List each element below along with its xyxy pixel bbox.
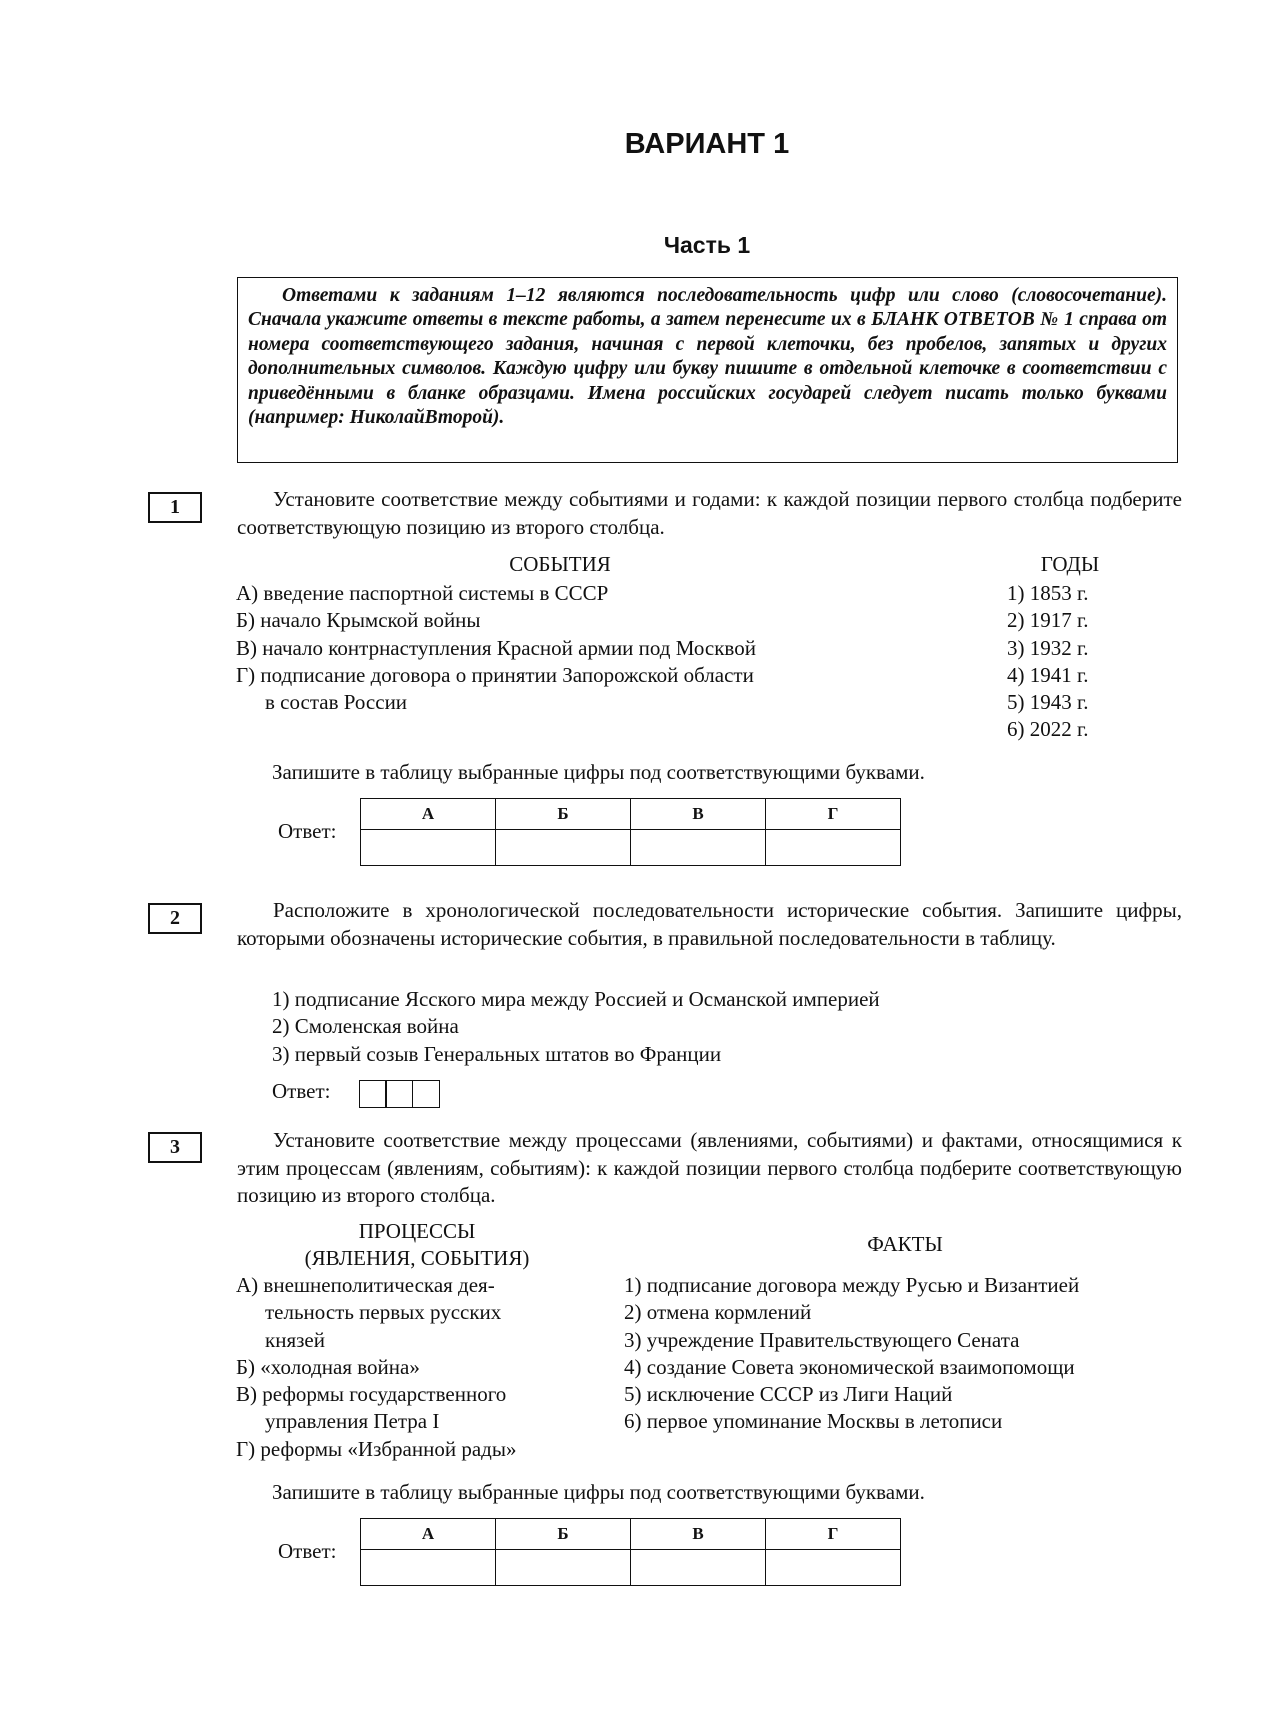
task-number-3: 3 xyxy=(148,1132,202,1163)
task3-process: Г) реформы «Избранной рады» xyxy=(236,1436,517,1461)
answer-cell[interactable] xyxy=(412,1080,440,1108)
answer-column-header: В xyxy=(631,1519,766,1550)
task2-items-list xyxy=(272,986,880,1068)
task2-item: 1) подписание Ясского мира между Россией и Османской империей xyxy=(272,987,880,1011)
task1-event: Б) начало Крымской войны xyxy=(236,608,481,633)
task1-event-continued: в состав России xyxy=(265,690,408,715)
answer-cell[interactable] xyxy=(631,830,766,866)
task1-year: 1) 1853 г. xyxy=(1007,581,1089,605)
task3-fact: 5) исключение СССР из Лиги Наций xyxy=(624,1382,953,1407)
task1-answer-label: Ответ: xyxy=(278,819,337,843)
task3-fact: 6) первое упоминание Москвы в летописи xyxy=(624,1409,1003,1434)
task2-item: 3) первый созыв Генеральных штатов во Франции xyxy=(272,1041,722,1066)
answer-column-header: Г xyxy=(766,799,901,830)
task3-process-continued: тельность первых русских xyxy=(265,1300,502,1325)
task3-processes-list xyxy=(236,1272,516,1463)
variant-title: ВАРИАНТ 1 xyxy=(624,128,790,160)
task1-prompt: Установите соответствие между событиями и годами: к каждой позиции первого столбца подберите соответствующую позицию из второго столбца. xyxy=(237,487,1182,539)
task1-year: 3) 1932 г. xyxy=(1007,635,1089,660)
answer-cell[interactable] xyxy=(631,1550,766,1586)
task1-event: Г) подписание договора о принятии Запорожской области xyxy=(236,662,754,687)
answer-column-header: Г xyxy=(766,1519,901,1550)
task1-answer-table xyxy=(360,798,901,866)
task3-table-note: Запишите в таблицу выбранные цифры под соответствующими буквами. xyxy=(272,1480,925,1504)
answer-column-header: А xyxy=(361,1519,496,1550)
answer-cell[interactable] xyxy=(385,1080,413,1108)
task1-events-list xyxy=(236,580,756,716)
answer-column-header: Б xyxy=(496,799,631,830)
answer-cell[interactable] xyxy=(496,1550,631,1586)
answer-cell[interactable] xyxy=(766,1550,901,1586)
instructions-text: Ответами к заданиям 1–12 являются последовательность цифр или слово (словосочетание). Сначала укажите ответы в тексте работы, а затем перенесите их в БЛАНК ОТВЕТОВ № 1 справа от номера соответствующего задания, начиная с первой клеточки, без пробелов, запятых и других дополнительных символов. Каждую цифру или букву пишите в отдельной клеточке в соответствии с приведёнными в бланке образцами. Имена российских государей следует писать только буквами (например: НиколайВторой). xyxy=(248,285,1167,429)
task3-answer-label: Ответ: xyxy=(278,1539,337,1563)
task3-process: В) реформы государственного xyxy=(236,1382,507,1407)
task-number-2: 2 xyxy=(148,903,202,934)
task3-process-continued: управления Петра I xyxy=(265,1409,440,1434)
answer-cell[interactable] xyxy=(496,830,631,866)
task3-process: А) внешнеполитическая дея- xyxy=(236,1273,495,1297)
task1-events-header: СОБЫТИЯ xyxy=(509,552,611,576)
task3-process-continued: князей xyxy=(265,1327,325,1352)
part-title: Часть 1 xyxy=(663,232,751,258)
answer-column-header: Б xyxy=(496,1519,631,1550)
answer-column-header: А xyxy=(361,799,496,830)
task3-process: Б) «холодная война» xyxy=(236,1354,420,1379)
task3-fact: 1) подписание договора между Русью и Византией xyxy=(624,1273,1080,1297)
task3-processes-header-line1: ПРОЦЕССЫ xyxy=(358,1219,476,1243)
answer-cell[interactable] xyxy=(359,1080,387,1108)
answer-cell[interactable] xyxy=(766,830,901,866)
task3-processes-header-line2: (ЯВЛЕНИЯ, СОБЫТИЯ) xyxy=(304,1246,530,1270)
task1-event: В) начало контрнаступления Красной армии под Москвой xyxy=(236,635,756,660)
task1-year: 6) 2022 г. xyxy=(1007,717,1089,742)
answer-column-header: В xyxy=(631,799,766,830)
task3-fact: 4) создание Совета экономической взаимопомощи xyxy=(624,1354,1075,1379)
task1-years-header: ГОДЫ xyxy=(1040,552,1100,576)
task2-answer-cells xyxy=(360,1080,440,1108)
answer-cell[interactable] xyxy=(361,830,496,866)
task3-answer-table xyxy=(360,1518,901,1586)
task1-year: 5) 1943 г. xyxy=(1007,690,1089,715)
task3-fact: 2) отмена кормлений xyxy=(624,1300,812,1325)
task1-year: 2) 1917 г. xyxy=(1007,608,1089,633)
task3-processes-header xyxy=(236,1218,598,1272)
task2-prompt: Расположите в хронологической последовательности исторические события. Запишите цифры, которыми обозначены исторические события, в правильной последовательности в таблицу. xyxy=(237,898,1182,950)
task3-facts-list xyxy=(624,1272,1079,1436)
instructions-box xyxy=(237,277,1178,463)
task1-table-note: Запишите в таблицу выбранные цифры под соответствующими буквами. xyxy=(272,760,925,784)
answer-cell[interactable] xyxy=(361,1550,496,1586)
task2-answer-label: Ответ: xyxy=(272,1079,331,1103)
task3-prompt: Установите соответствие между процессами (явлениями, событиями) и фактами, относящимися к этим процессам (явлениям, событиям): к каждой позиции первого столбца подберите соответствующую позицию из второго столбца. xyxy=(237,1128,1182,1207)
task1-years-list xyxy=(1007,580,1089,744)
task1-event: А) введение паспортной системы в СССР xyxy=(236,581,609,605)
task3-facts-header: ФАКТЫ xyxy=(867,1232,943,1256)
task3-fact: 3) учреждение Правительствующего Сената xyxy=(624,1327,1020,1352)
task1-year: 4) 1941 г. xyxy=(1007,662,1089,687)
task-number-1: 1 xyxy=(148,492,202,523)
task2-item: 2) Смоленская война xyxy=(272,1014,459,1039)
